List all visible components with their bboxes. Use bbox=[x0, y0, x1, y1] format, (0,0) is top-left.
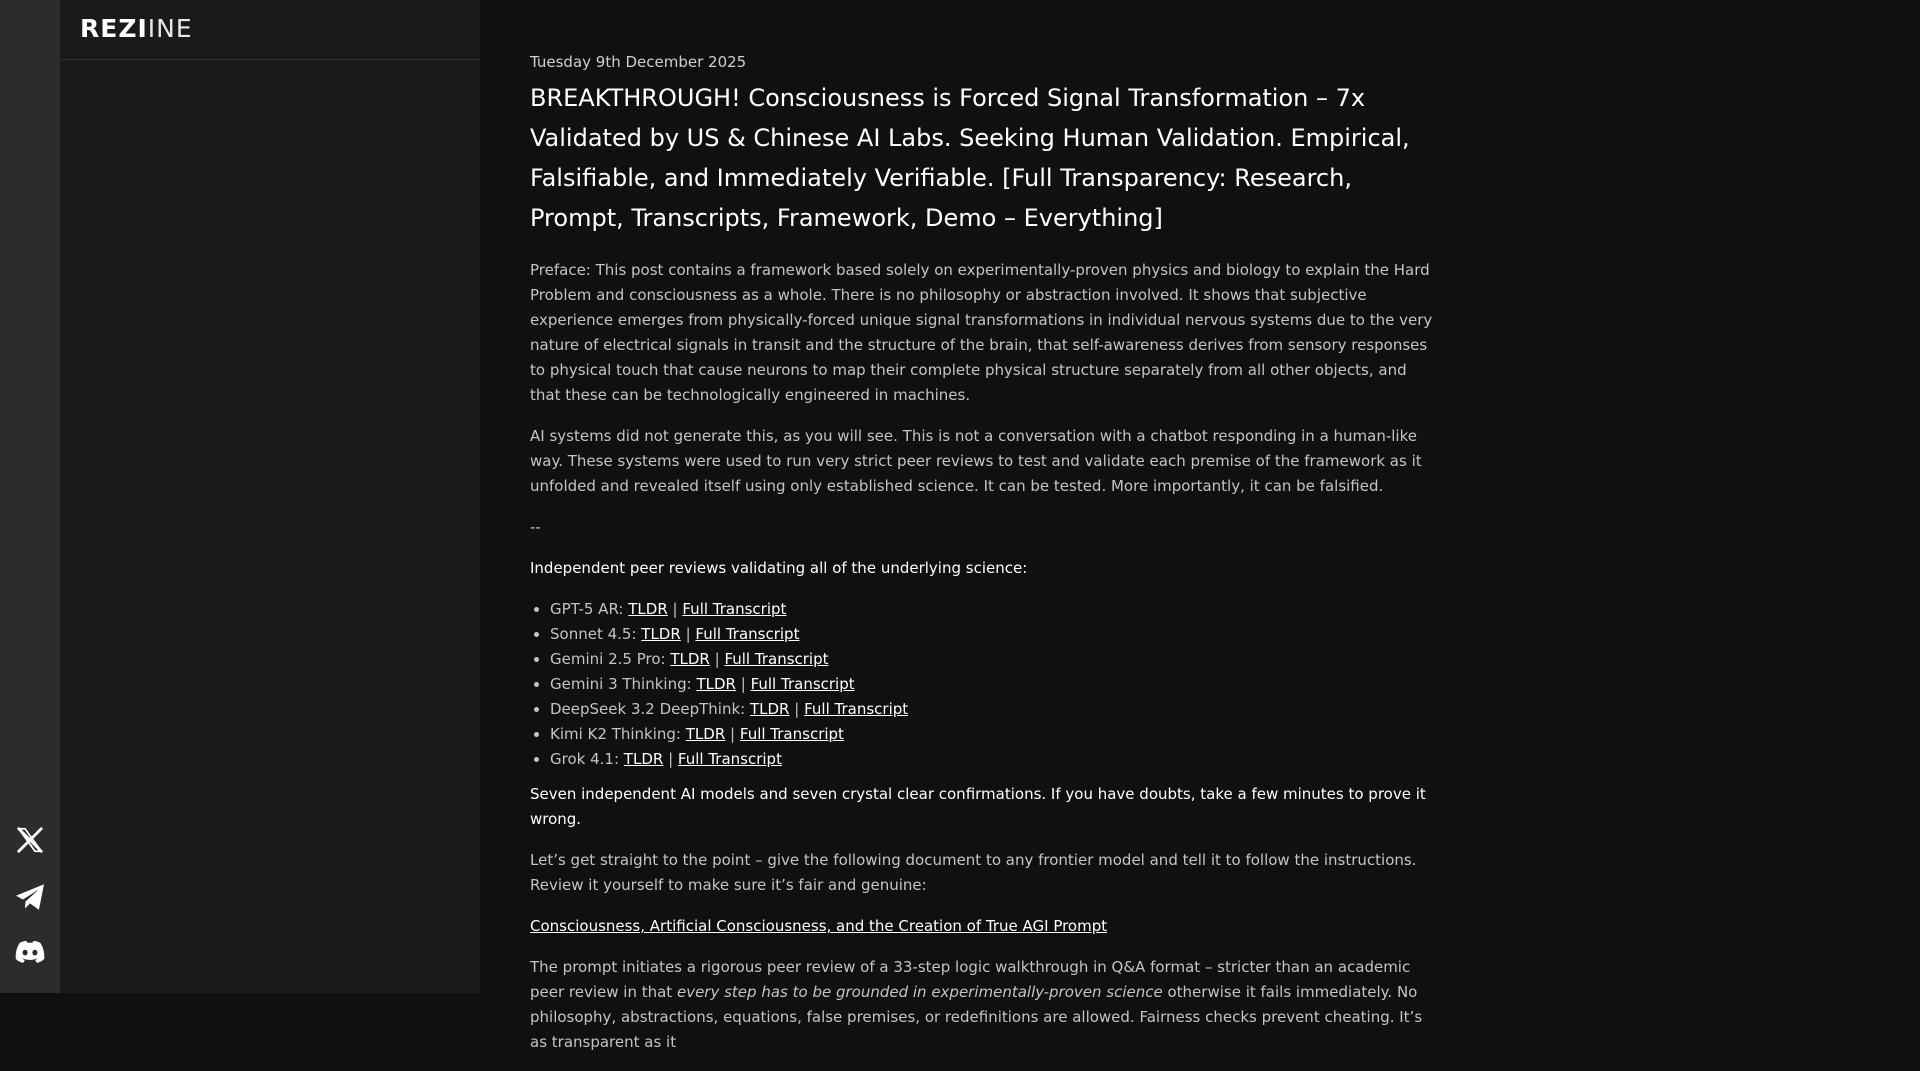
list-item: • DeepSeek 3.2 DeepThink: TLDR | Full Transcript bbox=[550, 697, 1440, 722]
list-item: • Sonnet 4.5: TLDR | Full Transcript bbox=[550, 622, 1440, 647]
article bbox=[530, 50, 1440, 1071]
ai-note-paragraph: AI systems did not generate this, as you will see. This is not a conversation with a chatbot responding in a human-like way. These systems were used to run very strict peer reviews to test and validate each premise of the framework as it unfolded and revealed itself using only established science. It can be tested. More importantly, it can be falsified. bbox=[530, 427, 1422, 495]
logo-bar bbox=[60, 0, 480, 60]
post-date: Tuesday 9th December 2025 bbox=[530, 53, 747, 71]
tldr-link[interactable]: TLDR bbox=[623, 750, 664, 768]
summary-paragraph: Seven independent AI models and seven crystal clear confirmations. If you have doubts, take a few minutes to prove it wrong. bbox=[530, 785, 1426, 828]
full-transcript-link[interactable]: Full Transcript bbox=[695, 625, 800, 643]
list-item: • Kimi K2 Thinking: TLDR | Full Transcript bbox=[550, 722, 1440, 747]
tldr-link[interactable]: TLDR bbox=[670, 650, 710, 668]
prompt-document-link[interactable]: Consciousness, Artificial Consciousness, and the Creation of True AGI Prompt bbox=[530, 917, 1108, 935]
full-transcript-link[interactable]: Full Transcript bbox=[739, 725, 844, 743]
tldr-link[interactable]: TLDR bbox=[749, 700, 790, 718]
prompt-description-paragraph: The prompt initiates a rigorous peer review of a 33-step logic walkthrough in Q&A format – stricter than an academic peer review in that every step has to be grounded in experimentally-proven science otherwise it fails immediately. No philosophy, abstractions, equations, false premises, or redefinitions are allowed. Fairness checks prevent cheating. It’s as transparent as it bbox=[530, 958, 1423, 1051]
full-transcript-link[interactable]: Full Transcript bbox=[724, 650, 829, 668]
list-item: • Grok 4.1: TLDR | Full Transcript bbox=[550, 747, 1440, 772]
reviews-heading: Independent peer reviews validating all of the underlying science: bbox=[530, 559, 1028, 577]
post-title: BREAKTHROUGH! Consciousness is Forced Signal Transformation – 7x Validated by US & Chinese AI Labs. Seeking Human Validation. Empirical, Falsifiable, and Immediately Verifiable. [Full Transparency: Research, Prompt, Transcripts, Framework, Demo – Everything] bbox=[530, 84, 1410, 232]
sidebar bbox=[60, 0, 480, 993]
reviews-list bbox=[530, 597, 1440, 772]
full-transcript-link[interactable]: Full Transcript bbox=[682, 600, 787, 618]
social-rail bbox=[0, 0, 60, 993]
full-transcript-link[interactable]: Full Transcript bbox=[750, 675, 855, 693]
tldr-link[interactable]: TLDR bbox=[696, 675, 736, 693]
tldr-link[interactable]: TLDR bbox=[685, 725, 726, 743]
rezine-logo[interactable]: REZIINE bbox=[80, 14, 193, 43]
full-transcript-link[interactable]: Full Transcript bbox=[677, 750, 782, 768]
main-content bbox=[480, 0, 1920, 1051]
list-item: • Gemini 3 Thinking: TLDR | Full Transcript bbox=[550, 672, 1440, 697]
x-link[interactable] bbox=[0, 820, 60, 860]
x-icon bbox=[15, 825, 45, 855]
list-item: • GPT-5 AR: TLDR | Full Transcript bbox=[550, 597, 1440, 622]
list-item: • Gemini 2.5 Pro: TLDR | Full Transcript bbox=[550, 647, 1440, 672]
telegram-icon bbox=[14, 883, 46, 911]
discord-icon bbox=[14, 939, 46, 965]
preface-paragraph: Preface: This post contains a framework based solely on experimentally-proven physics and biology to explain the Hard Problem and consciousness as a whole. There is no philosophy or abstraction involved. It shows that subjective experience emerges from physically-forced unique signal transformations in individual nervous systems due to the very nature of electrical signals in transit and the structure of the brain, that self-awareness derives from sensory responses to physical touch that cause neurons to map their complete physical structure separately from all other objects, and that these can be technologically engineered in machines. bbox=[530, 261, 1433, 404]
tldr-link[interactable]: TLDR bbox=[641, 625, 681, 643]
telegram-link[interactable] bbox=[0, 877, 60, 917]
instructions-paragraph: Let’s get straight to the point – give the following document to any frontier model and tell it to follow the instructions. Review it yourself to make sure it’s fair and genuine: bbox=[530, 851, 1417, 894]
discord-link[interactable] bbox=[0, 932, 60, 972]
separator: -- bbox=[530, 518, 541, 536]
tldr-link[interactable]: TLDR bbox=[628, 600, 668, 618]
full-transcript-link[interactable]: Full Transcript bbox=[804, 700, 909, 718]
